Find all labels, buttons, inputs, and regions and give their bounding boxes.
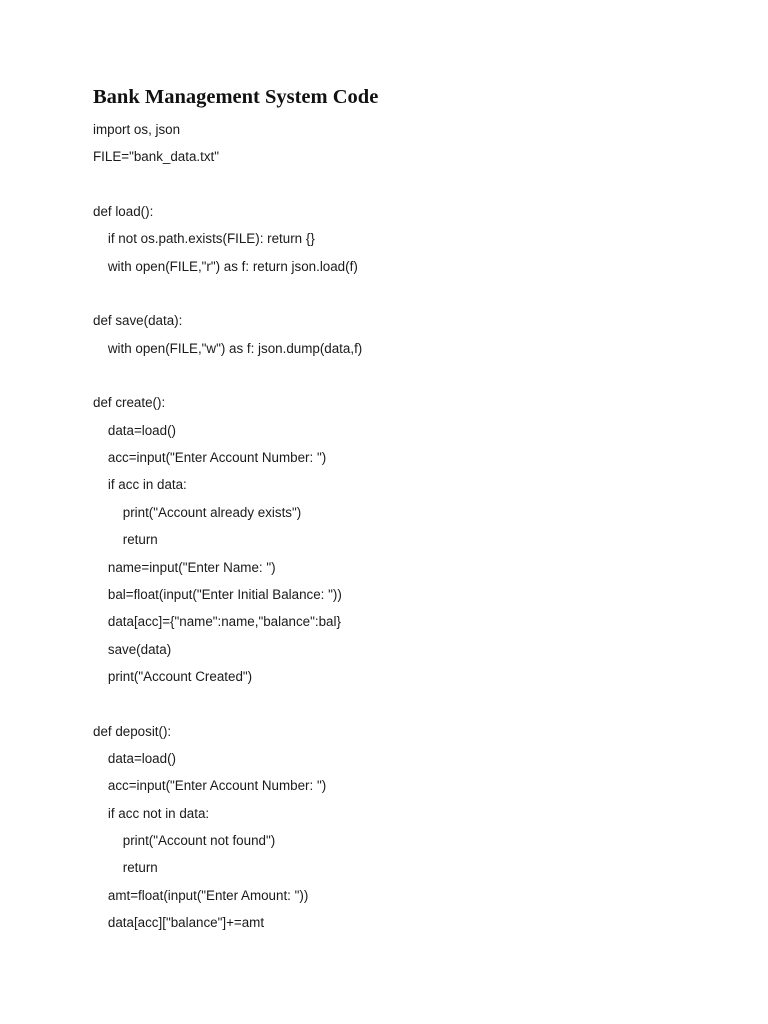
code-line: print("Account not found") xyxy=(93,832,276,848)
code-line: data[acc]={"name":name,"balance":bal} xyxy=(93,614,341,630)
code-listing xyxy=(93,120,362,940)
code-line: name=input("Enter Name: ") xyxy=(93,559,276,575)
code-line: def deposit(): xyxy=(93,723,172,739)
code-line: acc=input("Enter Account Number: ") xyxy=(93,450,327,466)
code-line: amt=float(input("Enter Amount: ")) xyxy=(93,887,309,903)
blank-line xyxy=(93,694,362,721)
code-line: def load(): xyxy=(93,204,154,220)
code-line: def save(data): xyxy=(93,313,183,329)
code-line: acc=input("Enter Account Number: ") xyxy=(93,778,327,794)
code-line: def create(): xyxy=(93,395,166,411)
code-line: return xyxy=(93,532,158,548)
blank-line xyxy=(93,175,362,202)
code-line: with open(FILE,"r") as f: return json.load(f) xyxy=(93,258,358,274)
code-line: if acc in data: xyxy=(93,477,187,493)
code-line: bal=float(input("Enter Initial Balance: ")) xyxy=(93,586,342,602)
code-line: data[acc]["balance"]+=amt xyxy=(93,914,265,930)
code-line: return xyxy=(93,860,158,876)
code-line: if not os.path.exists(FILE): return {} xyxy=(93,231,315,247)
code-line: if acc not in data: xyxy=(93,805,210,821)
code-line: FILE="bank_data.txt" xyxy=(93,149,220,165)
code-line: with open(FILE,"w") as f: json.dump(data,f) xyxy=(93,340,363,356)
code-line: save(data) xyxy=(93,641,172,657)
code-line: print("Account already exists") xyxy=(93,504,302,520)
document-title: Bank Management System Code xyxy=(93,86,379,108)
code-line: data=load() xyxy=(93,422,176,438)
blank-line xyxy=(93,284,362,311)
code-line: data=load() xyxy=(93,750,176,766)
code-line: import os, json xyxy=(93,122,181,137)
code-line: print("Account Created") xyxy=(93,668,253,684)
blank-line xyxy=(93,366,362,393)
